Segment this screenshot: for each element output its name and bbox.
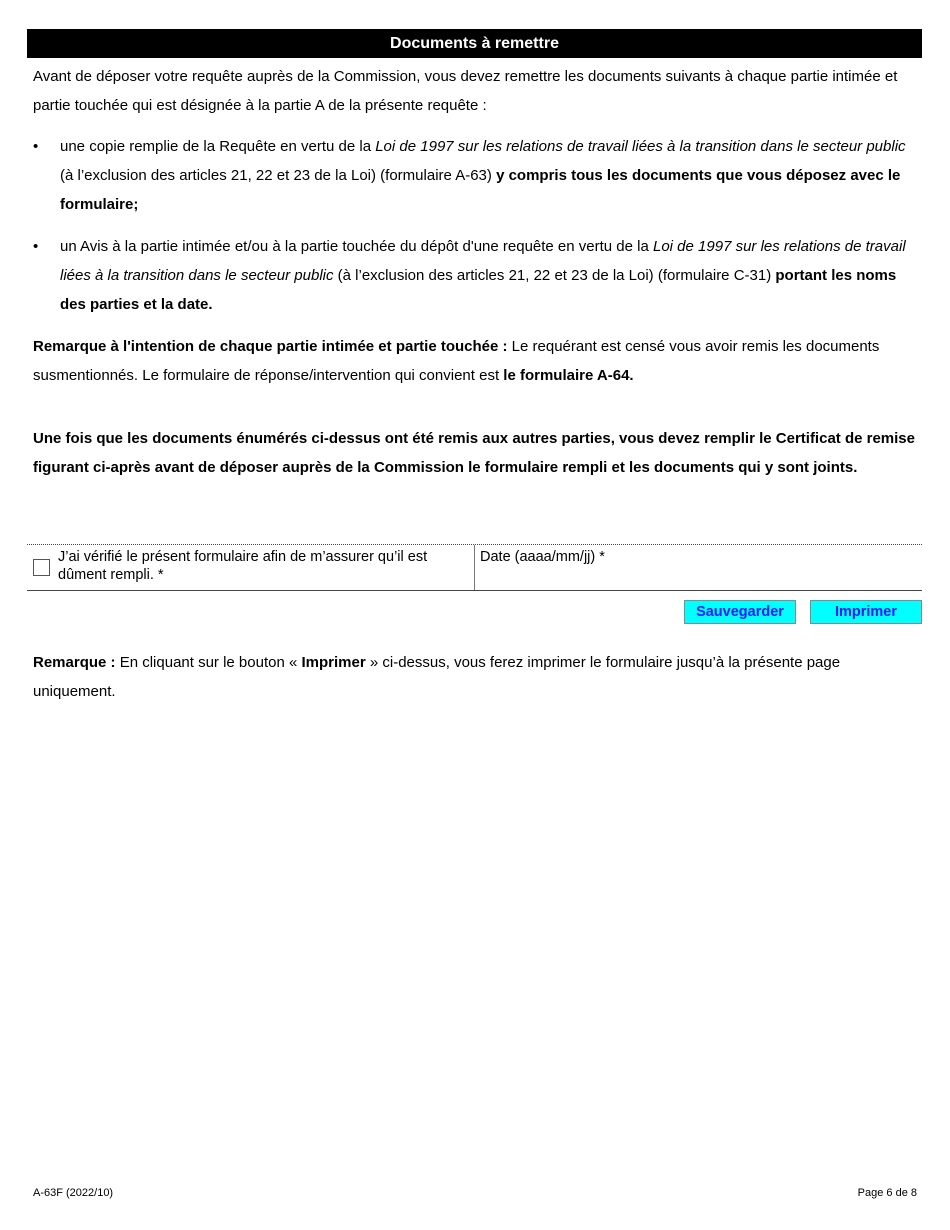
page-number: Page 6 de 8 xyxy=(857,1187,917,1199)
text: » ci-dessus, vous ferez imprimer le formulaire jusqu’à la présente page uniquement. xyxy=(33,654,841,700)
save-button[interactable]: Sauvegarder xyxy=(684,600,796,624)
text: (à l’exclusion des articles 21, 22 et 23 de la Loi) (formulaire C-31) xyxy=(333,267,776,284)
date-field[interactable] xyxy=(475,545,922,590)
note-paragraph xyxy=(33,332,918,390)
list-item xyxy=(33,132,918,219)
note-heading: Remarque à l'intention de chaque partie intimée et partie touchée : xyxy=(33,338,508,355)
section-header: Documents à remettre xyxy=(27,29,922,58)
form-id: A-63F (2022/10) xyxy=(33,1187,114,1199)
print-button[interactable]: Imprimer xyxy=(810,600,922,624)
instruction-paragraph: Une fois que les documents énumérés ci-dessus ont été remis aux autres parties, vous devez remplir le Certificat de remise figurant ci-après avant de déposer auprès de la Commission le formulaire rempli et les documents qui y sont joints. xyxy=(33,430,915,476)
bullet-icon: • xyxy=(33,138,39,155)
note-heading: Remarque : xyxy=(33,654,116,671)
checkbox-label: J’ai vérifié le présent formulaire afin de m’assurer qu’il est dûment rempli. * xyxy=(58,549,428,583)
text: En cliquant sur le bouton « xyxy=(115,654,302,671)
emphasis: portant les noms des parties et la date. xyxy=(60,267,897,313)
text: un Avis à la partie intimée et/ou à la partie touchée du dépôt d'une requête en vertu de la xyxy=(60,238,653,255)
law-title: Loi de 1997 sur les relations de travail liées à la transition dans le secteur public xyxy=(60,238,906,284)
emphasis: le formulaire A-64. xyxy=(503,367,634,384)
verification-cell xyxy=(27,545,475,590)
certification-table xyxy=(27,544,922,591)
bullet-icon: • xyxy=(33,238,39,255)
emphasis: Imprimer xyxy=(301,654,366,671)
date-label: Date (aaaa/mm/jj) * xyxy=(480,549,605,565)
emphasis: y compris tous les documents que vous déposez avec le formulaire; xyxy=(60,167,901,213)
list-item xyxy=(33,232,918,319)
text: Le requérant est censé vous avoir remis les documents susmentionnés. Le formulaire de réponse/intervention qui convient est xyxy=(33,338,880,384)
verified-checkbox[interactable] xyxy=(33,559,50,576)
law-title: Loi de 1997 sur les relations de travail liées à la transition dans le secteur public xyxy=(375,138,906,155)
print-note xyxy=(33,648,918,706)
text: une copie remplie de la Requête en vertu de la xyxy=(60,138,376,155)
intro-paragraph: Avant de déposer votre requête auprès de la Commission, vous devez remettre les documents suivants à chaque partie intimée et partie touchée qui est désignée à la partie A de la présente requête : xyxy=(33,68,898,114)
text: (à l’exclusion des articles 21, 22 et 23 de la Loi) (formulaire A-63) xyxy=(60,167,497,184)
